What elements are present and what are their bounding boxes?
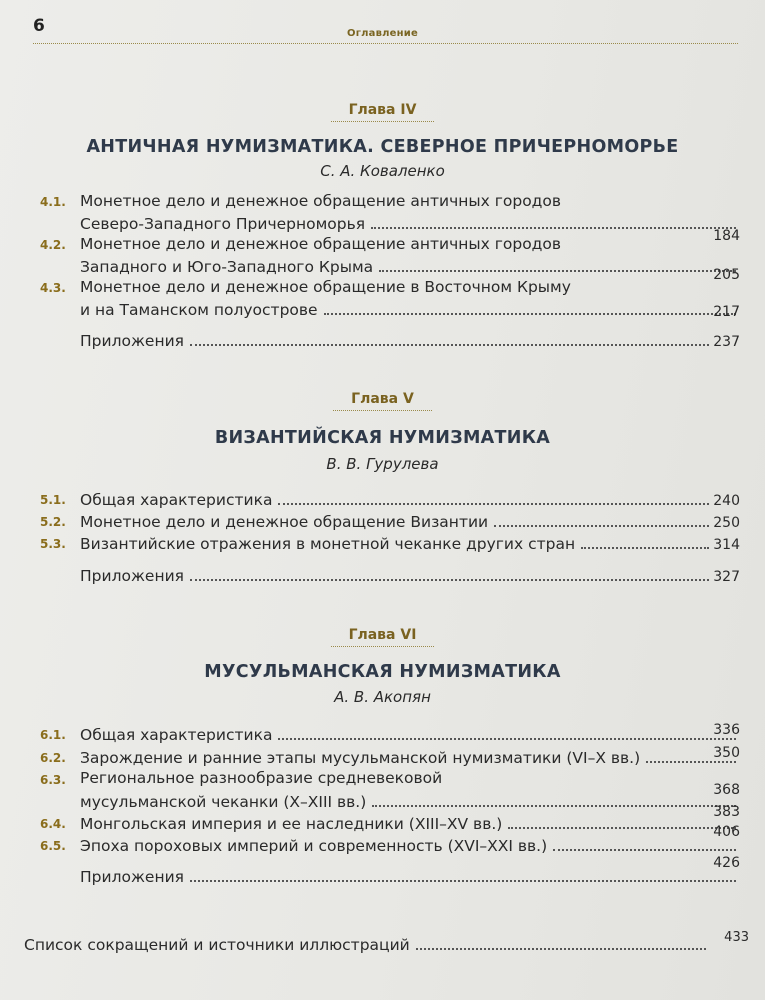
toc-entry-text: и на Таманском полуострове xyxy=(80,301,318,319)
dot-leader xyxy=(379,270,736,272)
toc-entry-text: Зарождение и ранние этапы мусульманской нумизматики (VI–X вв.) xyxy=(80,749,641,767)
chapter-6-title: МУСУЛЬМАНСКАЯ НУМИЗМАТИКА xyxy=(204,662,561,682)
chapter-5-title: ВИЗАНТИЙСКАЯ НУМИЗМАТИКА xyxy=(214,428,551,448)
toc-entry-text: Общая характеристика xyxy=(80,491,273,509)
dot-leader xyxy=(190,579,709,581)
toc-entry[interactable] xyxy=(80,213,740,233)
dot-leader xyxy=(190,344,709,346)
toc-entry-text: Монетное дело и денежное обращение Византии xyxy=(80,513,489,531)
toc-page-number: 336 xyxy=(713,722,740,738)
dot-leader xyxy=(553,849,736,851)
toc-entry[interactable] xyxy=(80,835,740,855)
toc-entry-text: Приложения xyxy=(80,567,184,585)
dot-leader xyxy=(494,525,709,527)
toc-entry-number: 5.3. xyxy=(40,537,66,551)
header-divider xyxy=(33,43,738,44)
dot-leader xyxy=(581,547,709,549)
toc-entry-text: мусульманской чеканки (X–XIII вв.) xyxy=(80,793,367,811)
toc-entry[interactable] xyxy=(80,791,740,811)
toc-entry-text: Монгольская империя и ее наследники (XIII–XV вв.) xyxy=(80,815,503,833)
toc-entry-text: Приложения xyxy=(80,332,184,350)
chapter-4-author: С. А. Коваленко xyxy=(320,162,445,180)
toc-entry-text: Западного и Юго-Западного Крыма xyxy=(80,258,374,276)
toc-page-number: 237 xyxy=(713,334,740,350)
toc-entry-text: Эпоха пороховых империй и современность (XVI–XXI вв.) xyxy=(80,837,548,855)
toc-page-number: 368 xyxy=(713,782,740,798)
toc-entry-text: Северо-Западного Причерноморья xyxy=(80,215,366,233)
chapter-5-label: Глава V xyxy=(0,391,765,411)
toc-entry-number: 5.1. xyxy=(40,493,66,507)
toc-entry-text: Монетное дело и денежное обращение в Восточном Крыму xyxy=(80,278,571,296)
toc-page-number: 433 xyxy=(724,930,749,945)
toc-entry[interactable] xyxy=(80,813,740,833)
toc-page-number: 205 xyxy=(713,267,740,283)
toc-entry-number: 4.1. xyxy=(40,195,66,209)
toc-entry[interactable] xyxy=(80,747,740,767)
toc-entry-appendix[interactable] xyxy=(80,866,740,886)
toc-entry-number: 6.1. xyxy=(40,728,66,742)
toc-entry[interactable] xyxy=(80,533,740,553)
toc-entry-number: 4.2. xyxy=(40,238,66,252)
chapter-5-author: В. В. Гурулева xyxy=(326,455,439,473)
chapter-6-author: А. В. Акопян xyxy=(334,688,431,706)
toc-page-number: 406 xyxy=(713,824,740,840)
toc-entry-number: 6.4. xyxy=(40,817,66,831)
toc-entry-text: Региональное разнообразие средневековой xyxy=(80,769,443,787)
dot-leader xyxy=(278,738,736,740)
toc-entry-text: Приложения xyxy=(80,868,184,886)
toc-entry-appendix[interactable] xyxy=(80,330,740,350)
dot-leader xyxy=(324,313,736,315)
toc-entry-number: 6.3. xyxy=(40,773,66,787)
toc-entry-text: Монетное дело и денежное обращение античных городов xyxy=(80,235,562,253)
toc-entry[interactable] xyxy=(80,256,740,276)
toc-entry[interactable] xyxy=(80,489,740,509)
toc-page-number: 184 xyxy=(713,228,740,244)
toc-entry-text: Общая характеристика xyxy=(80,726,273,744)
dot-leader xyxy=(508,827,736,829)
toc-entry-abbreviations[interactable] xyxy=(24,934,710,954)
toc-page-number: 383 xyxy=(713,804,740,820)
toc-entry-text: Список сокращений и источники иллюстраций xyxy=(24,936,410,954)
toc-entry[interactable] xyxy=(80,299,740,319)
running-head: Оглавление xyxy=(347,28,418,39)
dot-leader xyxy=(371,227,736,229)
toc-entry-appendix[interactable] xyxy=(80,565,740,585)
chapter-6-label: Глава VI xyxy=(0,627,765,647)
toc-page-number: 250 xyxy=(713,515,740,531)
dot-leader xyxy=(646,761,736,763)
toc-entry-number: 6.5. xyxy=(40,839,66,853)
toc-entry-text: Монетное дело и денежное обращение античных городов xyxy=(80,192,562,210)
toc-entry[interactable] xyxy=(80,511,740,531)
toc-page-number: 327 xyxy=(713,569,740,585)
toc-entry-number: 4.3. xyxy=(40,281,66,295)
toc-entry-text: Византийские отражения в монетной чеканке других стран xyxy=(80,535,576,553)
dot-leader xyxy=(278,503,709,505)
chapter-4-label: Глава IV xyxy=(0,102,765,122)
toc-page-number: 350 xyxy=(713,745,740,761)
toc-page-number: 314 xyxy=(713,537,740,553)
toc-entry-number: 5.2. xyxy=(40,515,66,529)
dot-leader xyxy=(416,948,706,950)
dot-leader xyxy=(372,805,736,807)
toc-entry[interactable] xyxy=(80,724,740,744)
page-number: 6 xyxy=(33,16,45,36)
toc-page-number: 217 xyxy=(713,304,740,320)
toc-entry-number: 6.2. xyxy=(40,751,66,765)
dot-leader xyxy=(190,880,736,882)
toc-page-number: 426 xyxy=(713,855,740,871)
toc-page-number: 240 xyxy=(713,493,740,509)
chapter-4-title: АНТИЧНАЯ НУМИЗМАТИКА. СЕВЕРНОЕ ПРИЧЕРНОМОРЬЕ xyxy=(86,137,679,157)
